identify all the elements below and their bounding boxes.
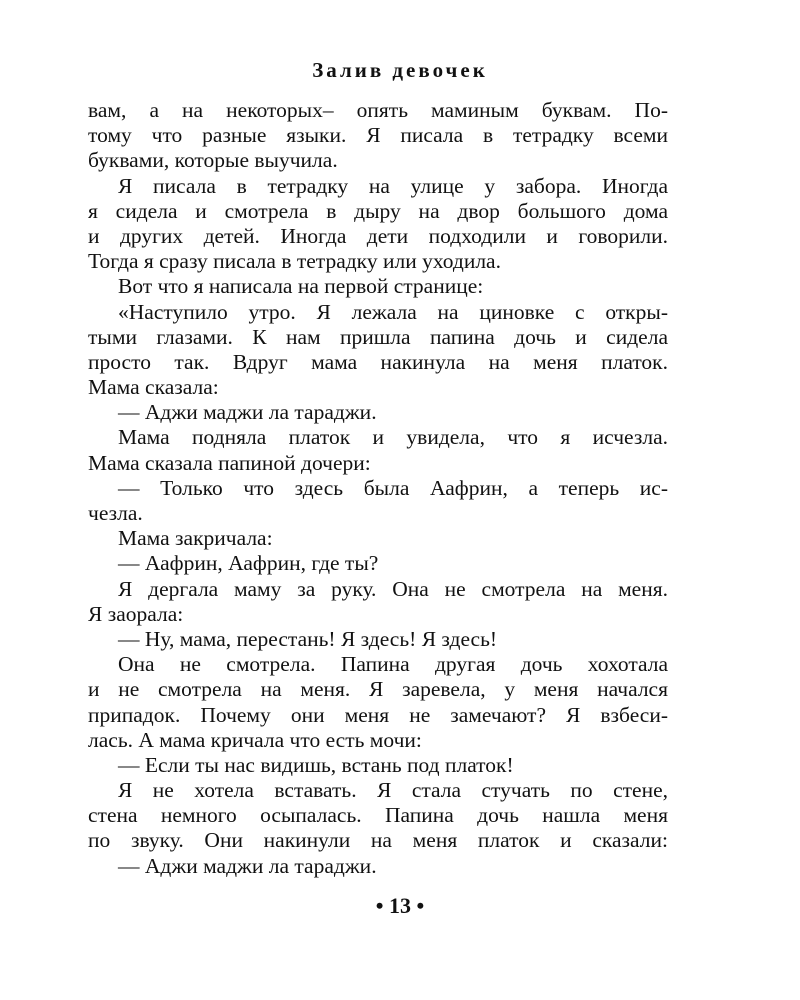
text-line: Я заорала: (88, 601, 184, 626)
text-line: лась. А мама кричала что есть мочи: (88, 727, 422, 752)
text-line: Тогда я сразу писала в тетрадку или уходила. (88, 249, 501, 274)
text-line: Мама закричала: (118, 526, 273, 551)
text-line: Я писала в тетрадку на улице у забора. Иногда (118, 173, 668, 198)
text-line: — Ну, мама, перестань! Я здесь! Я здесь! (118, 626, 498, 651)
text-line: вам, а на некоторых– опять маминым буквам. По- (88, 98, 668, 122)
text-line: просто так. Вдруг мама накинула на меня платок. (88, 349, 668, 374)
text-line: Мама подняла платок и увидела, что я исчезла. (118, 425, 668, 450)
text-line: Мама сказала: (88, 375, 219, 400)
text-line: тому что разные языки. Я писала в тетрадку всеми (88, 123, 668, 148)
text-line: Она не смотрела. Папина другая дочь хохотала (118, 652, 668, 677)
text-line: — Аджи маджи ла тараджи. (118, 400, 377, 425)
running-head: Залив девочек (312, 58, 488, 82)
body-text (88, 98, 668, 879)
text-line: и других детей. Иногда дети подходили и говорили. (88, 223, 668, 248)
text-line: тыми глазами. К нам пришла папина дочь и сидела (88, 324, 668, 349)
page-number: • 13 • (375, 893, 425, 918)
text-line: — Только что здесь была Аафрин, а теперь ис- (118, 475, 668, 500)
text-line: «Наступило утро. Я лежала на циновке с откры- (118, 299, 668, 324)
text-line: — Если ты нас видишь, встань под платок! (118, 752, 514, 777)
text-line: Мама сказала папиной дочери: (88, 450, 371, 475)
text-line: чезла. (88, 501, 143, 525)
text-line: припадок. Почему они меня не замечают? Я взбеси- (88, 702, 668, 727)
text-line: Я дергала маму за руку. Она не смотрела на меня. (118, 576, 668, 601)
text-line: Я не хотела вставать. Я стала стучать по стене, (118, 778, 668, 803)
text-line: — Аафрин, Аафрин, где ты? (118, 551, 379, 576)
text-line: Вот что я написала на первой странице: (118, 274, 484, 299)
text-line: я сидела и смотрела в дыру на двор большого дома (88, 198, 668, 223)
text-line: по звуку. Они накинули на меня платок и сказали: (88, 828, 668, 853)
text-line: и не смотрела на меня. Я заревела, у меня начался (88, 677, 668, 702)
text-line: — Аджи маджи ла тараджи. (118, 853, 377, 878)
text-line: буквами, которые выучила. (88, 148, 338, 173)
text-line: стена немного осыпалась. Папина дочь нашла меня (88, 803, 668, 828)
